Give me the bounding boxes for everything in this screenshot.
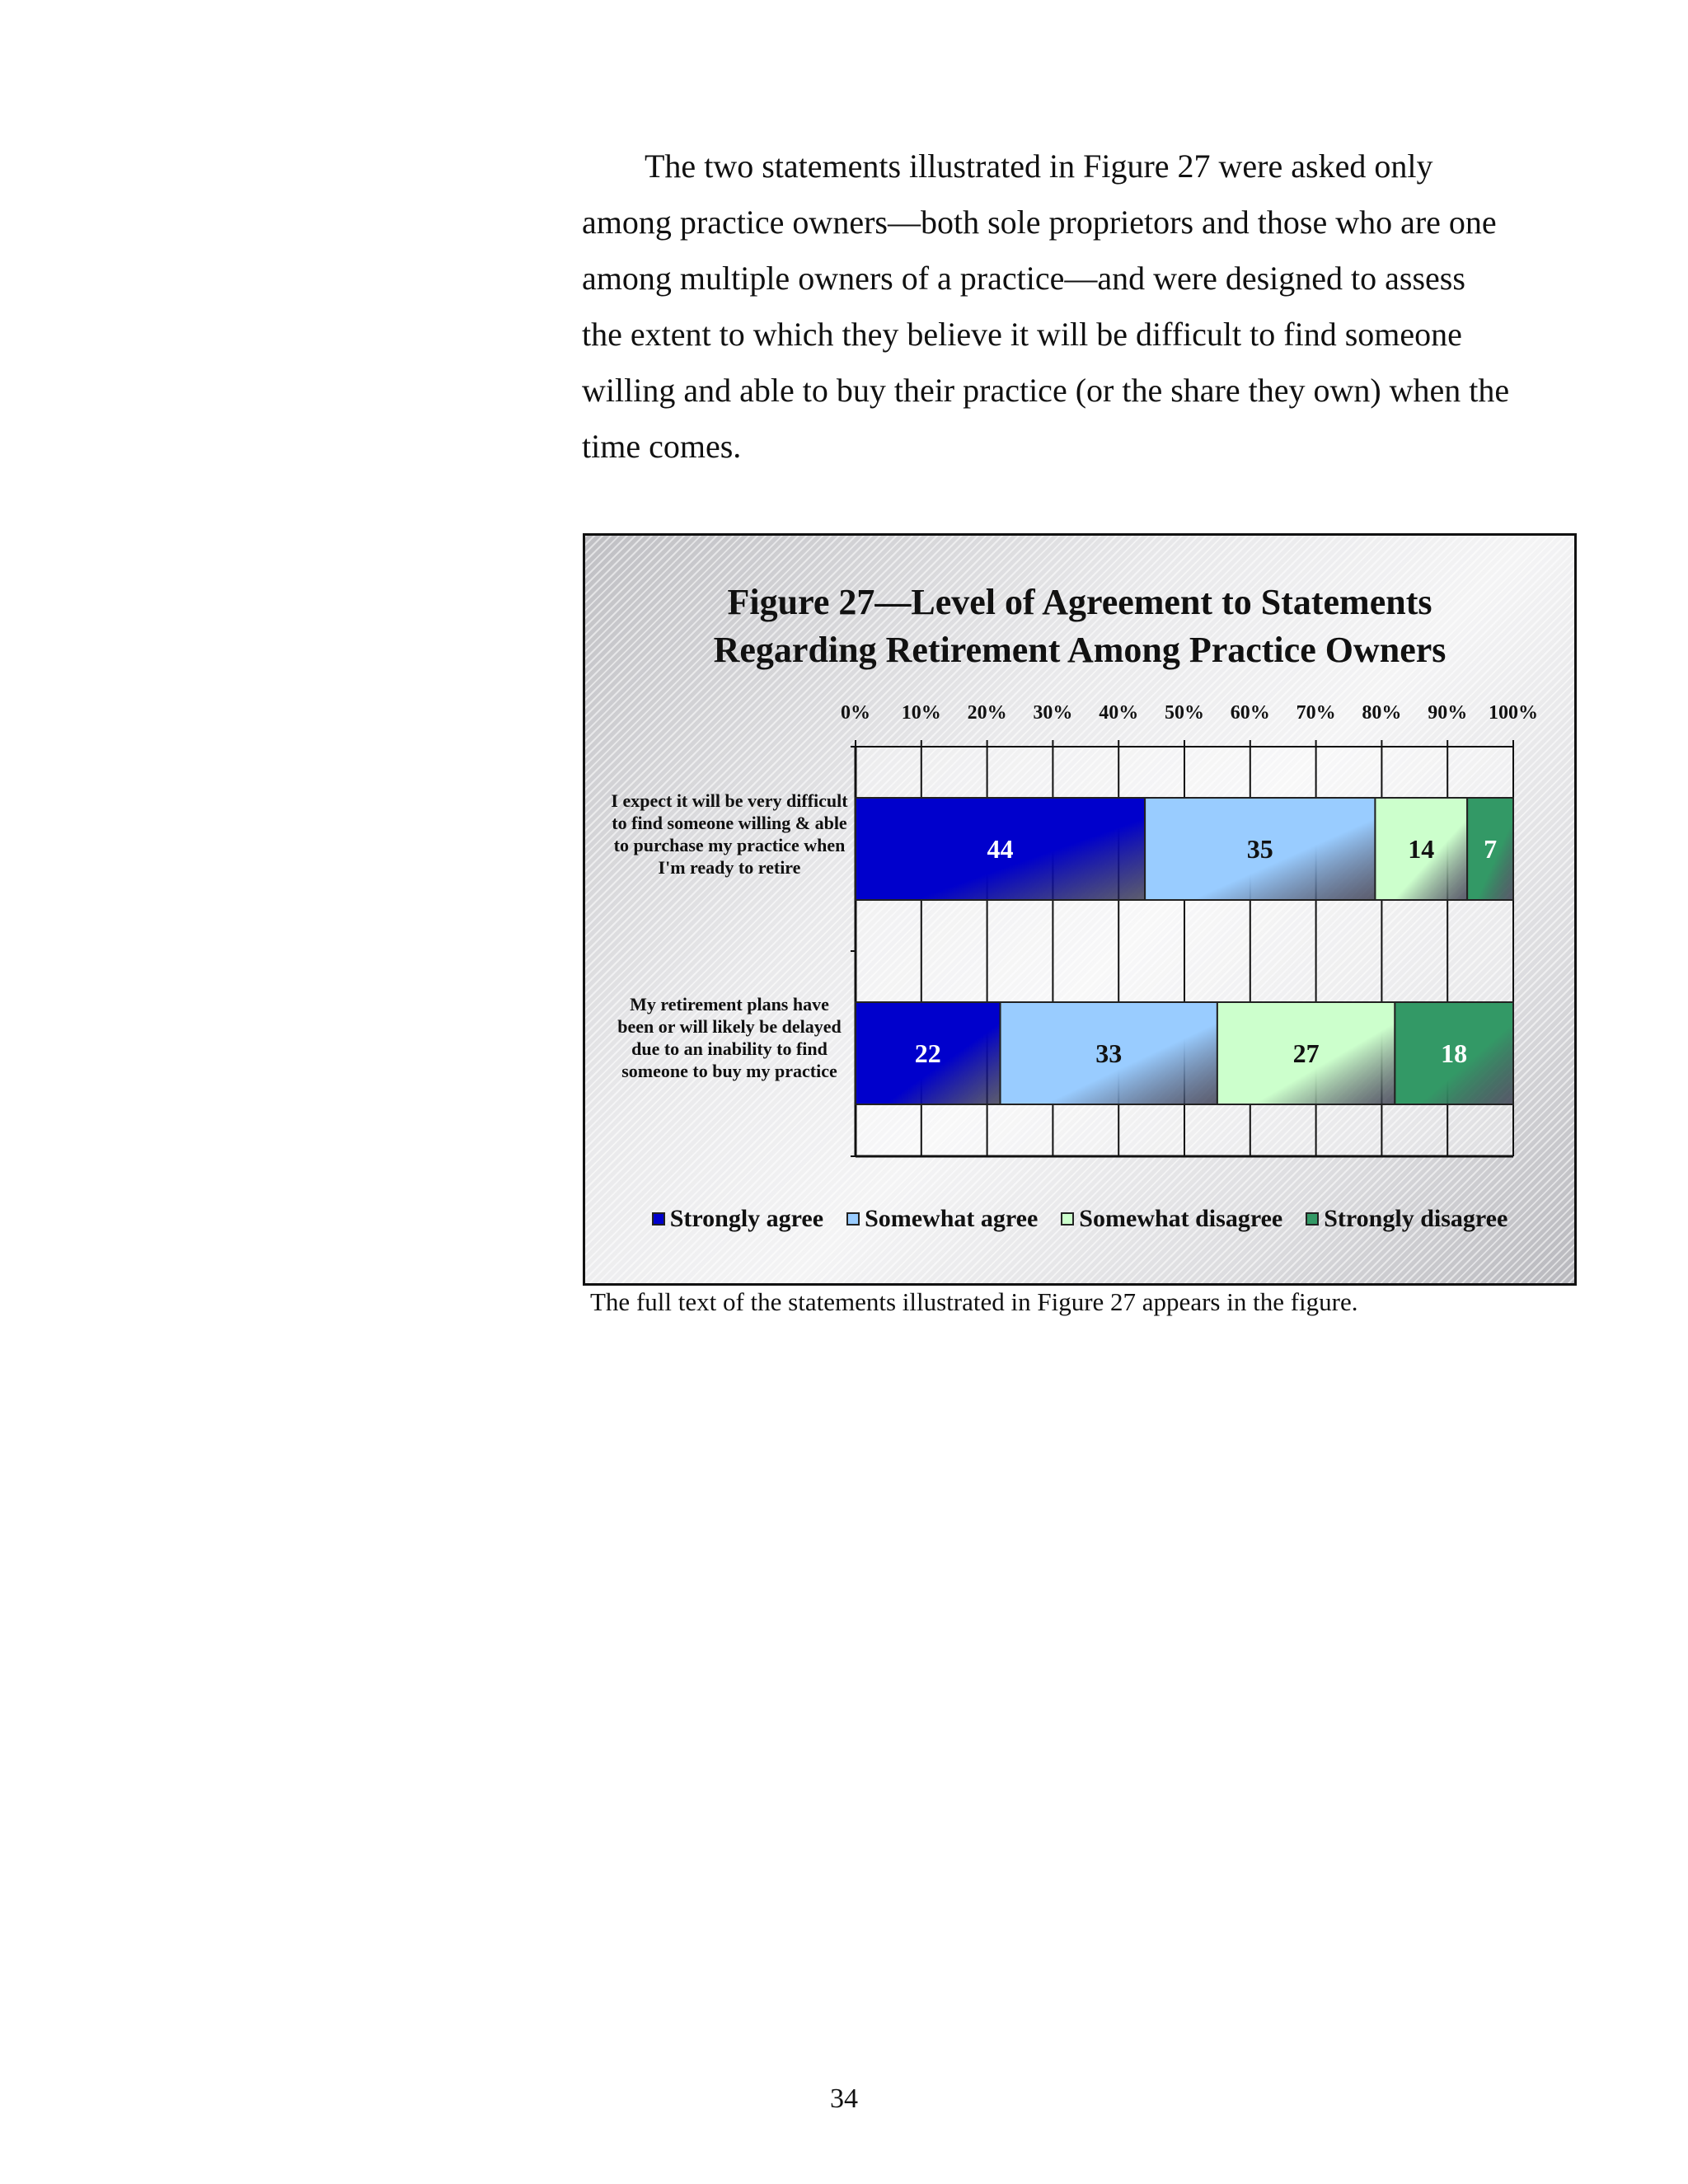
- legend-label: Strongly disagree: [1324, 1205, 1508, 1232]
- data-label: 18: [1441, 1038, 1468, 1068]
- page-number: 34: [830, 2083, 858, 2114]
- legend-item-strongly-agree: [652, 1205, 823, 1233]
- legend-label: Strongly agree: [669, 1205, 824, 1232]
- body-paragraph: The two statements illustrated in Figure 27 were asked only among practice owners—both sole proprietors and those who are one among multiple owners of a practice—and were designed to assess the extent to which they believe it will be difficult to find someone willing and able to buy their practice (or the share they own) when the time comes.: [582, 148, 1510, 465]
- data-label: 22: [914, 1038, 941, 1068]
- chart-title-line-2: Regarding Retirement Among Practice Owners: [713, 630, 1447, 670]
- legend-swatch: [846, 1212, 860, 1226]
- data-label: 7: [1484, 834, 1498, 864]
- legend-swatch: [652, 1212, 665, 1226]
- x-tick-label: 10%: [901, 702, 941, 724]
- category-label-1: I expect it will be very difficult to find someone willing & able to purchase my practice when I'm ready to retire: [611, 790, 848, 878]
- x-tick-label: 40%: [1099, 702, 1139, 724]
- legend-label: Somewhat agree: [865, 1205, 1039, 1232]
- data-label: 14: [1408, 834, 1435, 864]
- category-label-2: My retirement plans have been or will likely be delayed due to an inability to find someone to buy my practice: [617, 994, 842, 1081]
- x-tick-label: 80%: [1362, 702, 1402, 724]
- x-tick-label: 30%: [1033, 702, 1073, 724]
- data-label: 33: [1095, 1038, 1123, 1068]
- chart-title-line-1: Figure 27—Level of Agreement to Statements: [727, 582, 1432, 622]
- x-tick-label: 70%: [1296, 702, 1336, 724]
- legend-swatch: [1306, 1212, 1319, 1226]
- legend-item-strongly-disagree: [1306, 1205, 1507, 1233]
- chart-plot: [585, 536, 1574, 1283]
- data-label: 44: [987, 834, 1014, 864]
- figure-caption: The full text of the statements illustrated in Figure 27 appears in the figure.: [590, 1287, 1358, 1316]
- x-tick-label: 100%: [1489, 702, 1538, 724]
- x-tick-label: 0%: [841, 702, 870, 724]
- x-tick-label: 60%: [1230, 702, 1270, 724]
- legend-item-somewhat-agree: [846, 1205, 1038, 1233]
- x-tick-label: 20%: [967, 702, 1007, 724]
- legend-label: Somewhat disagree: [1079, 1205, 1283, 1232]
- x-tick-label: 90%: [1428, 702, 1468, 724]
- data-label: 27: [1292, 1038, 1320, 1068]
- legend-item-somewhat-disagree: [1061, 1205, 1282, 1233]
- figure-27-chart: [583, 533, 1577, 1286]
- legend-swatch: [1061, 1212, 1074, 1226]
- data-label: 35: [1246, 834, 1273, 864]
- chart-legend: [585, 1205, 1574, 1233]
- x-tick-label: 50%: [1165, 702, 1204, 724]
